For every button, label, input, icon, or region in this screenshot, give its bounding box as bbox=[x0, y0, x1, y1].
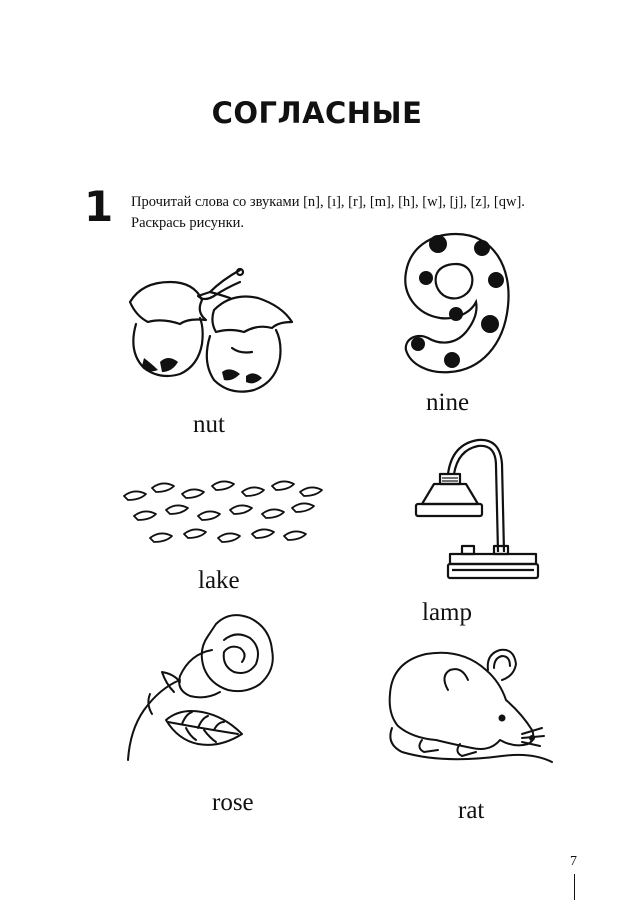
word-lamp: lamp bbox=[422, 599, 472, 626]
page-title: СОГЛАСНЫЕ bbox=[211, 96, 423, 130]
nut-icon bbox=[122, 262, 302, 397]
page-edge-line bbox=[574, 874, 575, 900]
instruction-line-1: Прочитай слова со звуками [n], [ı], [r], [m], [h], [w], [j], [z], [qw]. bbox=[131, 194, 525, 210]
exercise-number: 1 bbox=[84, 182, 114, 231]
rat-icon bbox=[382, 640, 554, 780]
word-lake: lake bbox=[198, 567, 240, 594]
word-nut: nut bbox=[193, 411, 225, 438]
exercise-instructions bbox=[131, 192, 601, 234]
word-rat: rat bbox=[458, 797, 485, 824]
rose-icon bbox=[120, 610, 286, 778]
page-number: 7 bbox=[570, 854, 577, 869]
lake-icon bbox=[120, 478, 326, 548]
lamp-icon bbox=[412, 434, 542, 584]
word-nine: nine bbox=[426, 389, 470, 416]
nine-icon bbox=[398, 228, 514, 378]
word-rose: rose bbox=[212, 789, 254, 816]
instruction-line-2: Раскрась рисунки. bbox=[131, 215, 245, 231]
